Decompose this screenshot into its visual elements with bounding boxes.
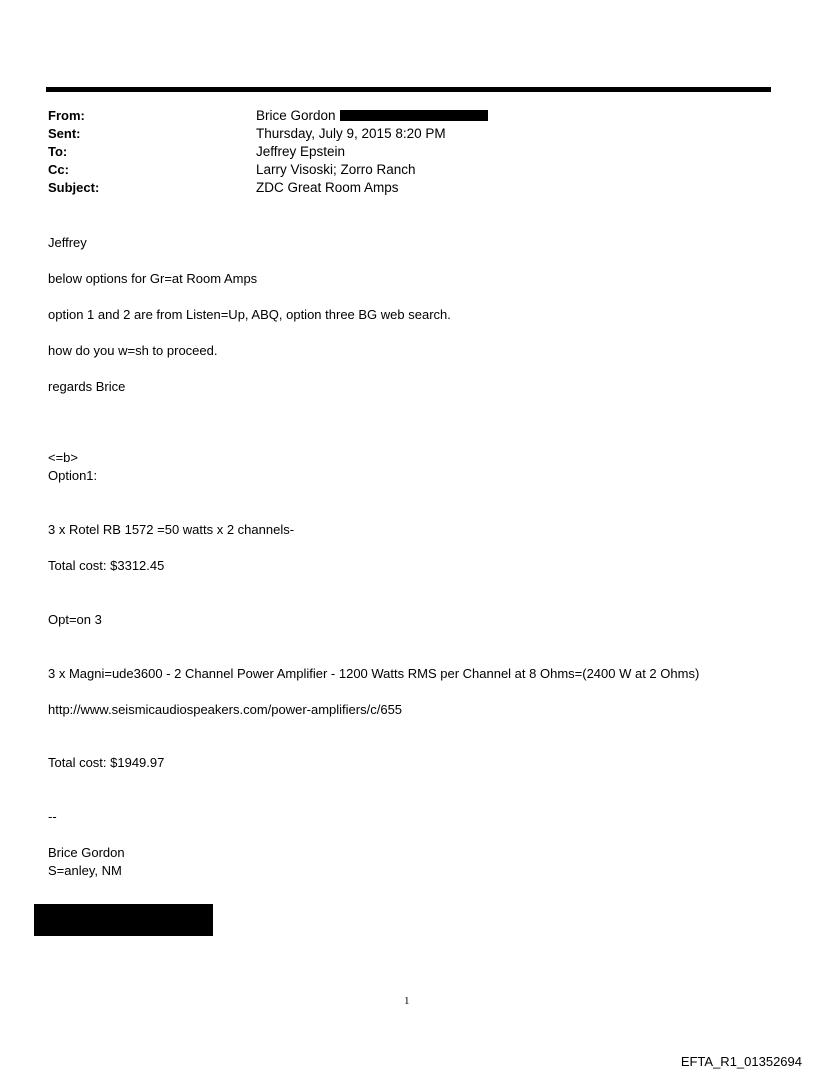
to-label: To: xyxy=(48,144,68,159)
page-number: 1 xyxy=(404,995,410,1007)
redaction-bar xyxy=(340,110,488,121)
signature-separator: -- xyxy=(48,809,57,824)
bates-number: EFTA_R1_01352694 xyxy=(680,1054,802,1069)
greeting: Jeffrey xyxy=(48,235,87,250)
sent-label: Sent: xyxy=(48,126,81,141)
signature-location: S=anley, NM xyxy=(48,863,122,878)
body-line-2: option 1 and 2 are from Listen=Up, ABQ, option three BG web search. xyxy=(48,307,451,322)
header-divider xyxy=(46,87,771,92)
signature-name: Brice Gordon xyxy=(48,845,125,860)
option3-heading: Opt=on 3 xyxy=(48,612,102,627)
option3-detail: 3 x Magni=ude3600 - 2 Channel Power Amplifier - 1200 Watts RMS per Channel at 8 Ohms=(2400 W at 2 Ohms) xyxy=(48,666,700,681)
sent-value: Thursday, July 9, 2015 8:20 PM xyxy=(256,126,446,141)
body-line-1: below options for Gr=at Room Amps xyxy=(48,271,258,286)
option3-url: http://www.seismicaudiospeakers.com/power-amplifiers/c/655 xyxy=(48,702,403,717)
cc-label: Cc: xyxy=(48,162,69,177)
cc-value: Larry Visoski; Zorro Ranch xyxy=(256,162,416,177)
option1-detail: 3 x Rotel RB 1572 =50 watts x 2 channels- xyxy=(48,522,295,537)
from-value xyxy=(256,107,488,125)
subject-value: ZDC Great Room Amps xyxy=(256,180,399,195)
option1-cost: Total cost: $3312.45 xyxy=(48,558,165,573)
option1-heading: Option1: xyxy=(48,468,98,483)
from-name: Brice Gordon xyxy=(256,108,336,123)
redaction-block xyxy=(34,904,213,936)
option3-cost: Total cost: $1949.97 xyxy=(48,755,165,770)
body-line-4: regards Brice xyxy=(48,379,126,394)
to-value: Jeffrey Epstein xyxy=(256,144,346,159)
from-label: From: xyxy=(48,108,85,123)
html-tag-text: <=b> xyxy=(48,450,79,465)
subject-label: Subject: xyxy=(48,180,100,195)
body-line-3: how do you w=sh to proceed. xyxy=(48,343,218,358)
